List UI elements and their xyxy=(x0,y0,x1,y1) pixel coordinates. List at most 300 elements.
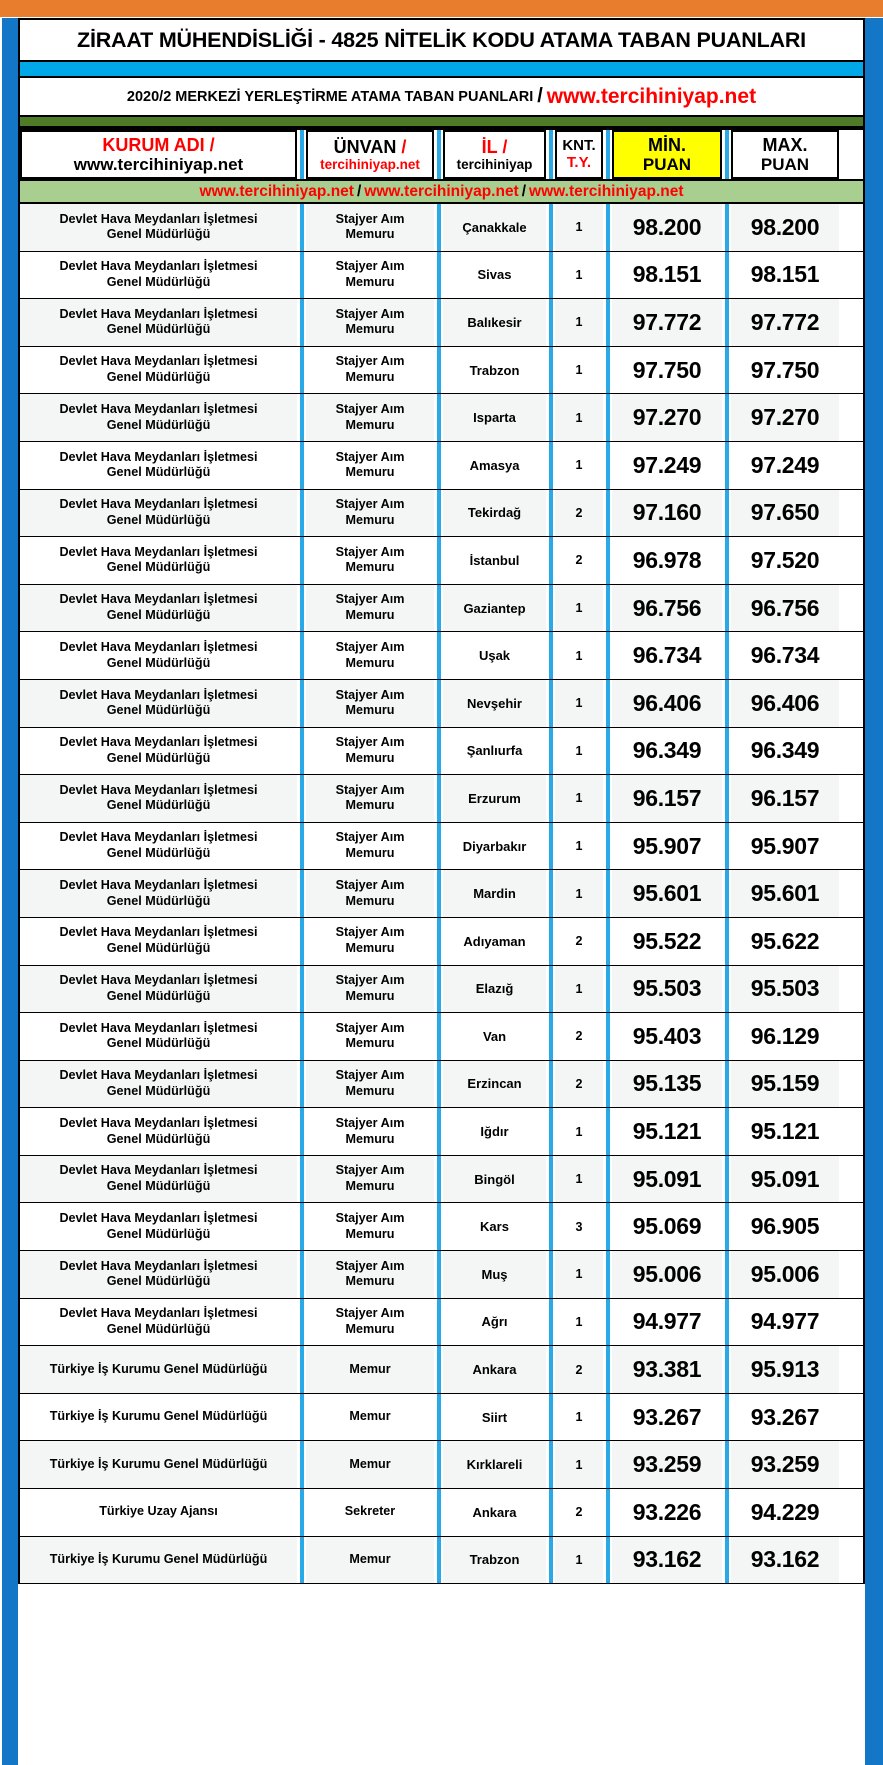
column-divider xyxy=(546,680,555,727)
unvan-text xyxy=(336,354,405,385)
table-row[interactable] xyxy=(20,1061,863,1109)
column-divider xyxy=(297,728,306,775)
table-row[interactable] xyxy=(20,1108,863,1156)
column-divider xyxy=(722,823,731,870)
kurum-line-2: Genel Müdürlüğü xyxy=(106,1179,211,1194)
il-text: Şanlıurfa xyxy=(466,743,523,759)
min-puan-text: 98.151 xyxy=(632,261,702,288)
cell-kurum-adi xyxy=(20,918,297,965)
max-puan-text: 97.750 xyxy=(750,356,820,383)
cell-unvan xyxy=(306,585,434,632)
table-row[interactable] xyxy=(20,442,863,490)
kurum-line-2: Genel Müdürlüğü xyxy=(106,560,211,575)
il-text: Trabzon xyxy=(469,1552,520,1568)
column-divider xyxy=(603,632,612,679)
cell-min-puan xyxy=(612,252,722,299)
kurum-line-2: Genel Müdürlüğü xyxy=(106,608,211,623)
top-orange-bar xyxy=(0,0,883,17)
cell-kontenjan xyxy=(555,204,603,251)
table-row[interactable] xyxy=(20,870,863,918)
kontenjan-text: 1 xyxy=(575,1552,583,1567)
column-divider xyxy=(603,585,612,632)
column-divider xyxy=(722,870,731,917)
unvan-line-1: Stajyer Aım xyxy=(335,306,405,321)
promo-website-link[interactable]: www.tercihiniyap.net xyxy=(364,182,519,200)
table-row[interactable] xyxy=(20,966,863,1014)
cell-min-puan xyxy=(612,632,722,679)
unvan-text xyxy=(336,1068,405,1099)
kurum-line-1: Türkiye İş Kurumu Genel Müdürlüğü xyxy=(49,1552,268,1567)
il-text: Kars xyxy=(480,1219,509,1235)
table-row[interactable] xyxy=(20,1299,863,1347)
column-divider xyxy=(603,1203,612,1250)
cell-max-puan xyxy=(731,1108,839,1155)
column-divider xyxy=(297,252,306,299)
cell-kontenjan xyxy=(555,632,603,679)
cell-kontenjan xyxy=(555,347,603,394)
column-divider xyxy=(722,252,731,299)
kontenjan-text: 2 xyxy=(575,505,583,520)
column-divider xyxy=(722,299,731,346)
cell-min-puan xyxy=(612,1299,722,1346)
max-puan-text: 93.267 xyxy=(750,1403,820,1430)
cell-unvan xyxy=(306,490,434,537)
column-divider xyxy=(434,204,443,251)
kurum-line-1: Devlet Hava Meydanları İşletmesi xyxy=(59,592,258,607)
cell-min-puan xyxy=(612,1013,722,1060)
unvan-line-1: Stajyer Aım xyxy=(335,973,405,988)
kurum-line-2: Genel Müdürlüğü xyxy=(106,750,211,765)
unvan-line-1: Stajyer Aım xyxy=(335,259,405,274)
promo-band xyxy=(20,181,863,204)
kurum-line-1: Devlet Hava Meydanları İşletmesi xyxy=(59,354,258,369)
column-divider xyxy=(434,1537,443,1584)
column-divider xyxy=(297,1299,306,1346)
unvan-line-1: Stajyer Aım xyxy=(335,1211,405,1226)
promo-separator: / xyxy=(521,182,527,200)
kurum-line-1: Devlet Hava Meydanları İşletmesi xyxy=(59,259,258,274)
header-slash: / xyxy=(497,136,508,157)
unvan-line-1: Stajyer Aım xyxy=(335,1115,405,1130)
table-row[interactable] xyxy=(20,728,863,776)
cell-min-puan xyxy=(612,918,722,965)
column-divider xyxy=(603,394,612,441)
cell-max-puan xyxy=(731,394,839,441)
left-blue-frame xyxy=(2,18,18,1765)
column-divider xyxy=(434,632,443,679)
kurum-text xyxy=(53,545,263,576)
kurum-text xyxy=(53,1021,263,1052)
min-puan-text: 95.522 xyxy=(632,927,702,954)
column-divider xyxy=(434,1394,443,1441)
column-divider xyxy=(603,1441,612,1488)
unvan-line-2: Memuru xyxy=(345,1321,395,1336)
kurum-line-2: Genel Müdürlüğü xyxy=(106,988,211,1003)
unvan-text xyxy=(336,830,405,861)
kurum-line-2: Genel Müdürlüğü xyxy=(106,941,211,956)
unvan-text xyxy=(349,1552,390,1568)
cell-kontenjan xyxy=(555,1251,603,1298)
cell-il xyxy=(443,680,546,727)
table-row[interactable] xyxy=(20,918,863,966)
max-puan-text: 96.756 xyxy=(750,594,820,621)
kurum-line-1: Devlet Hava Meydanları İşletmesi xyxy=(59,544,258,559)
table-row[interactable] xyxy=(20,252,863,300)
unvan-line-1: Memur xyxy=(349,1456,391,1471)
max-puan-text: 97.520 xyxy=(750,546,820,573)
cell-unvan xyxy=(306,1489,434,1536)
cell-kurum-adi xyxy=(20,537,297,584)
max-puan-text: 93.259 xyxy=(750,1451,820,1478)
unvan-line-1: Memur xyxy=(349,1409,391,1424)
unvan-line-1: Stajyer Aım xyxy=(335,497,405,512)
header-slash: / xyxy=(204,134,215,155)
kurum-line-2: Genel Müdürlüğü xyxy=(106,370,211,385)
min-puan-text: 97.160 xyxy=(632,499,702,526)
kontenjan-text: 2 xyxy=(575,1362,583,1377)
cell-kontenjan xyxy=(555,252,603,299)
subtitle-left-text: 2020/2 MERKEZİ YERLEŞTİRME ATAMA TABAN PUANLARI xyxy=(126,88,534,105)
kurum-line-2: Genel Müdürlüğü xyxy=(106,798,211,813)
cell-max-puan xyxy=(731,870,839,917)
table-row[interactable] xyxy=(20,775,863,823)
header-cell-min-puan xyxy=(612,130,722,179)
kurum-line-2: Genel Müdürlüğü xyxy=(106,703,211,718)
max-puan-text: 96.129 xyxy=(750,1022,820,1049)
unvan-line-1: Stajyer Aım xyxy=(335,925,405,940)
column-divider xyxy=(546,966,555,1013)
column-divider xyxy=(434,1203,443,1250)
column-divider xyxy=(297,1203,306,1250)
column-divider xyxy=(722,1489,731,1536)
min-puan-text: 95.503 xyxy=(632,975,702,1002)
cell-il xyxy=(443,1013,546,1060)
cell-max-puan xyxy=(731,1013,839,1060)
table-row[interactable] xyxy=(20,1537,863,1585)
kontenjan-text: 2 xyxy=(575,1076,583,1091)
kurum-text xyxy=(53,925,263,956)
cell-il xyxy=(443,632,546,679)
cell-unvan xyxy=(306,1013,434,1060)
kurum-line-1: Devlet Hava Meydanları İşletmesi xyxy=(59,401,258,416)
cell-unvan xyxy=(306,252,434,299)
kurum-line-1: Devlet Hava Meydanları İşletmesi xyxy=(59,735,258,750)
cell-min-puan xyxy=(612,728,722,775)
kontenjan-text: 1 xyxy=(575,458,583,473)
cell-min-puan xyxy=(612,1346,722,1393)
table-sheet xyxy=(18,18,865,1765)
cell-min-puan xyxy=(612,1108,722,1155)
page-title xyxy=(18,18,865,62)
column-divider xyxy=(603,299,612,346)
table-row[interactable] xyxy=(20,1013,863,1061)
il-text: Nevşehir xyxy=(467,695,522,711)
min-puan-text: 95.006 xyxy=(632,1260,702,1287)
cell-min-puan xyxy=(612,1441,722,1488)
table-row[interactable] xyxy=(20,1203,863,1251)
unvan-line-1: Stajyer Aım xyxy=(335,544,405,559)
column-divider xyxy=(434,490,443,537)
kontenjan-text: 1 xyxy=(575,1172,583,1187)
table-row[interactable] xyxy=(20,490,863,538)
column-divider xyxy=(603,870,612,917)
column-divider xyxy=(603,1489,612,1536)
kurum-line-2: Genel Müdürlüğü xyxy=(106,846,211,861)
unvan-line-2: Memuru xyxy=(345,941,395,956)
table-body xyxy=(20,204,863,1584)
column-divider xyxy=(546,1346,555,1393)
subtitle-website-link[interactable]: www.tercihiniyap.net xyxy=(546,84,757,108)
kontenjan-text: 1 xyxy=(575,220,583,235)
cell-il xyxy=(443,966,546,1013)
unvan-line-1: Stajyer Aım xyxy=(335,1163,405,1178)
cell-kontenjan xyxy=(555,1061,603,1108)
kurum-line-1: Devlet Hava Meydanları İşletmesi xyxy=(59,306,258,321)
cell-kurum-adi xyxy=(20,585,297,632)
column-divider xyxy=(297,1108,306,1155)
min-puan-text: 97.270 xyxy=(632,404,702,431)
table-row[interactable] xyxy=(20,823,863,871)
header-cell-kontenjan xyxy=(555,130,603,179)
il-text: Sivas xyxy=(477,267,512,283)
cell-kontenjan xyxy=(555,1537,603,1584)
table-row[interactable] xyxy=(20,204,863,252)
cell-max-puan xyxy=(731,1346,839,1393)
cell-kontenjan xyxy=(555,1203,603,1250)
min-puan-text: 96.756 xyxy=(632,594,702,621)
min-puan-text: 93.381 xyxy=(632,1356,702,1383)
cell-unvan xyxy=(306,775,434,822)
il-text: Tekirdağ xyxy=(467,505,522,521)
kontenjan-text: 1 xyxy=(575,315,583,330)
column-divider xyxy=(546,252,555,299)
kurum-line-1: Devlet Hava Meydanları İşletmesi xyxy=(59,1211,258,1226)
table-row[interactable] xyxy=(20,299,863,347)
cell-kontenjan xyxy=(555,680,603,727)
column-divider xyxy=(297,204,306,251)
cell-il xyxy=(443,1251,546,1298)
kurum-line-1: Devlet Hava Meydanları İşletmesi xyxy=(59,211,258,226)
column-divider xyxy=(722,585,731,632)
max-puan-text: 94.229 xyxy=(750,1498,820,1525)
unvan-line-2: Memuru xyxy=(345,750,395,765)
unvan-text xyxy=(349,1362,390,1378)
cell-unvan xyxy=(306,1441,434,1488)
cell-max-puan xyxy=(731,1394,839,1441)
column-divider xyxy=(297,1251,306,1298)
cell-il xyxy=(443,585,546,632)
min-puan-text: 95.135 xyxy=(632,1070,702,1097)
header-line-1: İL / xyxy=(481,136,508,157)
kurum-line-2: Genel Müdürlüğü xyxy=(106,417,211,432)
column-divider xyxy=(722,490,731,537)
header-line-1: MAX. xyxy=(762,134,808,155)
unvan-line-1: Stajyer Aım xyxy=(335,1258,405,1273)
unvan-text xyxy=(336,1211,405,1242)
cell-il xyxy=(443,347,546,394)
kurum-text xyxy=(53,497,263,528)
cell-min-puan xyxy=(612,680,722,727)
kontenjan-text: 2 xyxy=(575,553,583,568)
kurum-line-1: Devlet Hava Meydanları İşletmesi xyxy=(59,449,258,464)
table-row[interactable] xyxy=(20,537,863,585)
kurum-line-1: Devlet Hava Meydanları İşletmesi xyxy=(59,497,258,512)
header-line-2: T.Y. xyxy=(566,153,592,171)
max-puan-text: 98.151 xyxy=(750,261,820,288)
il-text: Ankara xyxy=(472,1362,517,1378)
min-puan-text: 96.157 xyxy=(632,784,702,811)
cell-max-puan xyxy=(731,680,839,727)
header-line-2: PUAN xyxy=(760,155,810,175)
column-divider xyxy=(434,1013,443,1060)
table-row[interactable] xyxy=(20,1489,863,1537)
unvan-text xyxy=(336,735,405,766)
column-divider xyxy=(722,918,731,965)
header-line-1: ÜNVAN / xyxy=(333,136,407,157)
il-text: Gaziantep xyxy=(463,600,526,616)
min-puan-text: 95.069 xyxy=(632,1213,702,1240)
column-divider xyxy=(546,1537,555,1584)
cell-kurum-adi xyxy=(20,680,297,727)
max-puan-text: 95.622 xyxy=(750,927,820,954)
kontenjan-text: 1 xyxy=(575,1314,583,1329)
cell-kurum-adi xyxy=(20,775,297,822)
table-row[interactable] xyxy=(20,680,863,728)
cell-kurum-adi xyxy=(20,252,297,299)
min-puan-text: 93.267 xyxy=(632,1403,702,1430)
promo-website-link[interactable]: www.tercihiniyap.net xyxy=(529,182,684,200)
unvan-text xyxy=(336,1163,405,1194)
cell-min-puan xyxy=(612,1489,722,1536)
cell-max-puan xyxy=(731,1537,839,1584)
min-puan-text: 93.259 xyxy=(632,1451,702,1478)
min-puan-text: 97.750 xyxy=(632,356,702,383)
il-text: Iğdır xyxy=(480,1124,509,1140)
column-divider xyxy=(434,1346,443,1393)
cell-il xyxy=(443,1346,546,1393)
max-puan-text: 96.734 xyxy=(750,642,820,669)
cell-il xyxy=(443,775,546,822)
kurum-text xyxy=(53,307,263,338)
table-row[interactable] xyxy=(20,585,863,633)
column-divider xyxy=(546,1441,555,1488)
kurum-line-1: Devlet Hava Meydanları İşletmesi xyxy=(59,925,258,940)
column-divider xyxy=(722,394,731,441)
column-divider xyxy=(297,394,306,441)
column-divider xyxy=(546,1203,555,1250)
unvan-line-2: Memuru xyxy=(345,1036,395,1051)
cell-kurum-adi xyxy=(20,1156,297,1203)
column-divider xyxy=(722,1108,731,1155)
column-divider xyxy=(546,775,555,822)
kurum-line-1: Devlet Hava Meydanları İşletmesi xyxy=(59,782,258,797)
cell-min-puan xyxy=(612,1251,722,1298)
table-header-row xyxy=(20,128,863,181)
cell-kontenjan xyxy=(555,1156,603,1203)
column-divider xyxy=(603,1013,612,1060)
kontenjan-text: 3 xyxy=(575,1219,583,1234)
unvan-text xyxy=(336,307,405,338)
cell-unvan xyxy=(306,394,434,441)
cell-max-puan xyxy=(731,1061,839,1108)
column-divider xyxy=(297,1394,306,1441)
cell-max-puan xyxy=(731,252,839,299)
cell-il xyxy=(443,1441,546,1488)
table-row[interactable] xyxy=(20,347,863,395)
promo-separator: / xyxy=(356,182,362,200)
cell-kontenjan xyxy=(555,775,603,822)
column-divider xyxy=(297,1061,306,1108)
kurum-text xyxy=(53,878,263,909)
promo-website-link[interactable]: www.tercihiniyap.net xyxy=(199,182,354,200)
kurum-line-2: Genel Müdürlüğü xyxy=(106,1083,211,1098)
column-divider xyxy=(434,918,443,965)
table-row[interactable] xyxy=(20,1441,863,1489)
column-divider xyxy=(603,966,612,1013)
cell-min-puan xyxy=(612,823,722,870)
unvan-line-2: Memuru xyxy=(345,274,395,289)
unvan-text xyxy=(336,1259,405,1290)
cell-kurum-adi xyxy=(20,728,297,775)
cell-min-puan xyxy=(612,1061,722,1108)
min-puan-text: 94.977 xyxy=(632,1308,702,1335)
unvan-line-2: Memuru xyxy=(345,703,395,718)
scores-table xyxy=(18,128,865,1584)
subtitle-separator: / xyxy=(537,85,543,107)
max-puan-text: 95.091 xyxy=(750,1165,820,1192)
column-divider xyxy=(722,775,731,822)
table-row[interactable] xyxy=(20,1156,863,1204)
column-divider xyxy=(722,1203,731,1250)
table-row[interactable] xyxy=(20,1251,863,1299)
kontenjan-text: 1 xyxy=(575,601,583,616)
il-text: Erzincan xyxy=(467,1076,522,1092)
column-divider xyxy=(297,585,306,632)
table-row[interactable] xyxy=(20,394,863,442)
column-divider xyxy=(722,204,731,251)
il-text: Uşak xyxy=(478,648,511,664)
column-divider xyxy=(434,299,443,346)
cell-min-puan xyxy=(612,775,722,822)
column-divider xyxy=(434,130,443,179)
table-row[interactable] xyxy=(20,1346,863,1394)
unvan-line-2: Memuru xyxy=(345,465,395,480)
cell-il xyxy=(443,1537,546,1584)
cell-unvan xyxy=(306,442,434,489)
header-line-1: KNT. xyxy=(562,136,596,154)
min-puan-text: 95.403 xyxy=(632,1022,702,1049)
header-line-2: www.tercihiniyap.net xyxy=(73,155,244,175)
column-divider xyxy=(546,823,555,870)
kurum-line-2: Genel Müdürlüğü xyxy=(106,274,211,289)
column-divider xyxy=(434,442,443,489)
il-text: Van xyxy=(482,1028,507,1044)
unvan-line-1: Stajyer Aım xyxy=(335,687,405,702)
max-puan-text: 94.977 xyxy=(750,1308,820,1335)
kurum-text xyxy=(53,640,263,671)
table-row[interactable] xyxy=(20,632,863,680)
column-divider xyxy=(603,490,612,537)
unvan-line-1: Stajyer Aım xyxy=(335,1068,405,1083)
column-divider xyxy=(603,1061,612,1108)
unvan-line-1: Sekreter xyxy=(344,1504,396,1519)
cell-max-puan xyxy=(731,823,839,870)
cell-max-puan xyxy=(731,442,839,489)
cell-unvan xyxy=(306,680,434,727)
cell-unvan xyxy=(306,299,434,346)
column-divider xyxy=(603,1346,612,1393)
table-row[interactable] xyxy=(20,1394,863,1442)
